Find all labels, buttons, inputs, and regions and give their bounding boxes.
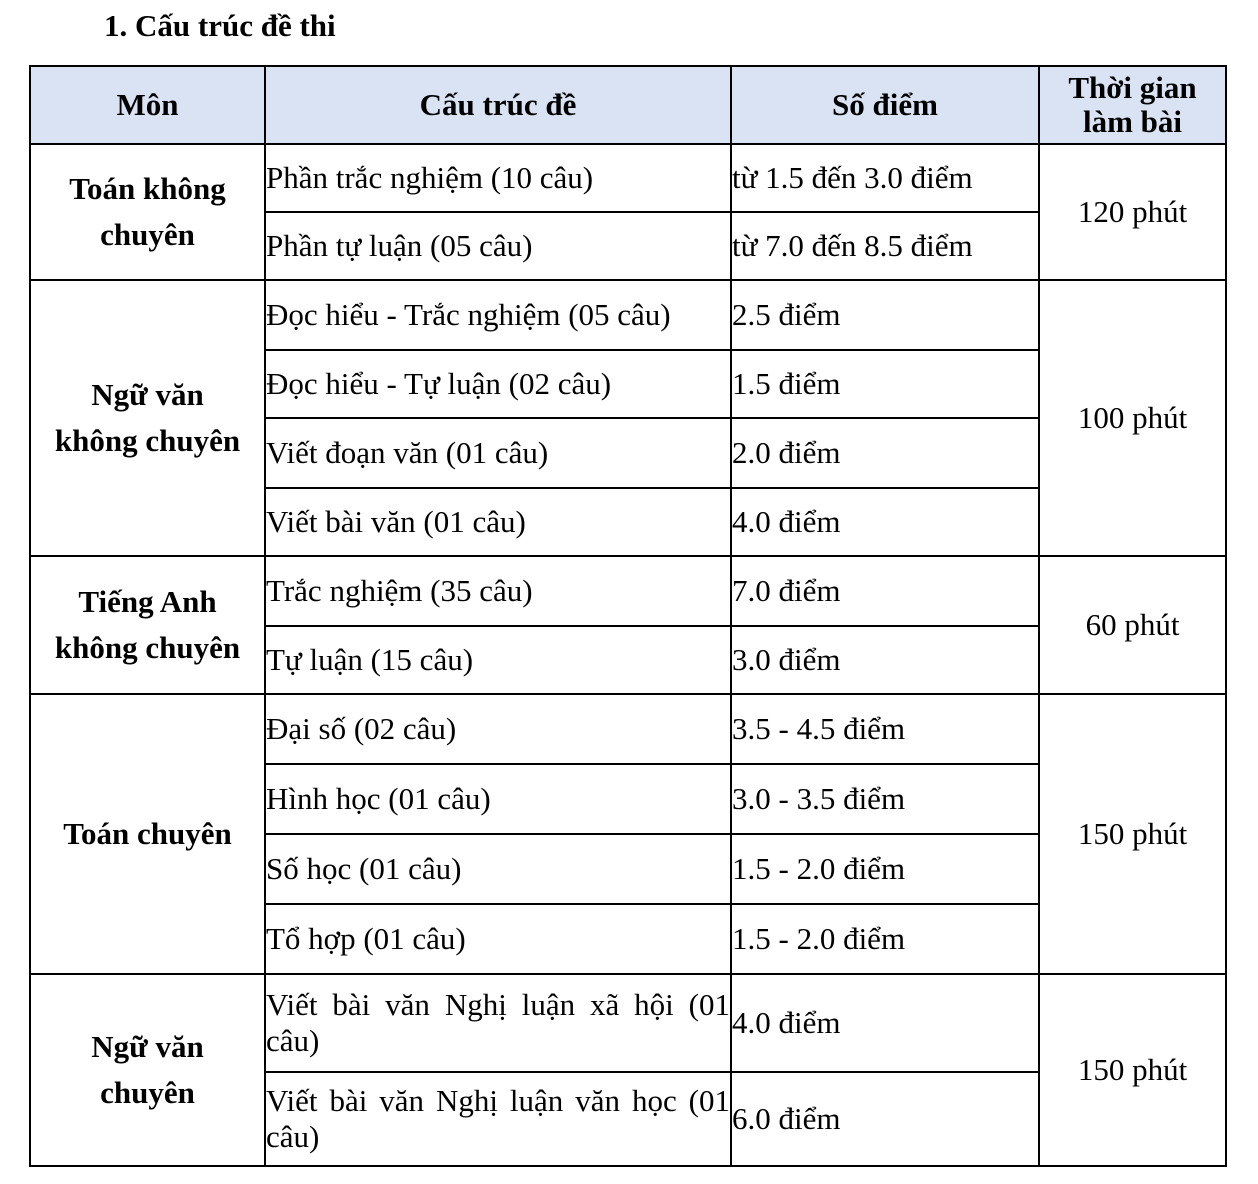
part-cell: Đọc hiểu - Tự luận (02 câu): [265, 350, 731, 418]
part-cell: Viết bài văn Nghị luận văn học (01 câu): [265, 1072, 731, 1166]
part-cell: Số học (01 câu): [265, 834, 731, 904]
section-heading: 1. Cấu trúc đề thi: [104, 8, 336, 43]
points-cell: 4.0 điểm: [731, 974, 1039, 1072]
points-cell: 3.0 - 3.5 điểm: [731, 764, 1039, 834]
table-row: [30, 974, 1226, 1072]
table-row: [30, 144, 1226, 212]
points-cell: 3.5 - 4.5 điểm: [731, 694, 1039, 764]
subject-cell: [30, 694, 265, 974]
subject-line2: chuyên: [100, 217, 195, 252]
subject-line1: Toán chuyên: [63, 816, 232, 851]
header-points: Số điểm: [731, 66, 1039, 144]
points-cell: từ 1.5 đến 3.0 điểm: [731, 144, 1039, 212]
header-time-line1: Thời gian: [1068, 70, 1197, 105]
subject-line1: Toán không: [69, 171, 226, 206]
points-cell: từ 7.0 đến 8.5 điểm: [731, 212, 1039, 280]
subject-cell: [30, 974, 265, 1166]
points-cell: 1.5 - 2.0 điểm: [731, 904, 1039, 974]
points-cell: 1.5 điểm: [731, 350, 1039, 418]
part-cell: Đại số (02 câu): [265, 694, 731, 764]
points-cell: 2.0 điểm: [731, 418, 1039, 488]
table-header-row: [30, 66, 1226, 144]
part-cell: Trắc nghiệm (35 câu): [265, 556, 731, 626]
part-cell: Hình học (01 câu): [265, 764, 731, 834]
part-cell: Viết đoạn văn (01 câu): [265, 418, 731, 488]
subject-line1: Ngữ văn: [91, 377, 204, 412]
part-cell: Tổ hợp (01 câu): [265, 904, 731, 974]
part-cell: Viết bài văn (01 câu): [265, 488, 731, 556]
exam-structure-table: [29, 65, 1227, 1167]
subject-line2: chuyên: [100, 1075, 195, 1110]
subject-line1: Ngữ văn: [91, 1029, 204, 1064]
header-time-line2: làm bài: [1082, 104, 1183, 139]
table-row: [30, 694, 1226, 764]
time-cell: 100 phút: [1039, 280, 1226, 556]
part-cell: Viết bài văn Nghị luận xã hội (01 câu): [265, 974, 731, 1072]
subject-line1: Tiếng Anh: [78, 584, 217, 619]
subject-line2: không chuyên: [54, 630, 241, 665]
time-cell: 120 phút: [1039, 144, 1226, 280]
points-cell: 6.0 điểm: [731, 1072, 1039, 1166]
subject-cell: [30, 144, 265, 280]
time-cell: 60 phút: [1039, 556, 1226, 694]
part-cell: Phần trắc nghiệm (10 câu): [265, 144, 731, 212]
time-cell: 150 phút: [1039, 694, 1226, 974]
header-structure: Cấu trúc đề: [265, 66, 731, 144]
points-cell: 7.0 điểm: [731, 556, 1039, 626]
part-cell: Phần tự luận (05 câu): [265, 212, 731, 280]
subject-cell: [30, 280, 265, 556]
header-time: [1039, 66, 1226, 144]
part-cell: Tự luận (15 câu): [265, 626, 731, 694]
time-cell: 150 phút: [1039, 974, 1226, 1166]
points-cell: 3.0 điểm: [731, 626, 1039, 694]
subject-cell: [30, 556, 265, 694]
points-cell: 1.5 - 2.0 điểm: [731, 834, 1039, 904]
subject-line2: không chuyên: [54, 423, 241, 458]
header-subject: Môn: [30, 66, 265, 144]
table-row: [30, 280, 1226, 350]
points-cell: 2.5 điểm: [731, 280, 1039, 350]
table-row: [30, 556, 1226, 626]
part-cell: Đọc hiểu - Trắc nghiệm (05 câu): [265, 280, 731, 350]
points-cell: 4.0 điểm: [731, 488, 1039, 556]
